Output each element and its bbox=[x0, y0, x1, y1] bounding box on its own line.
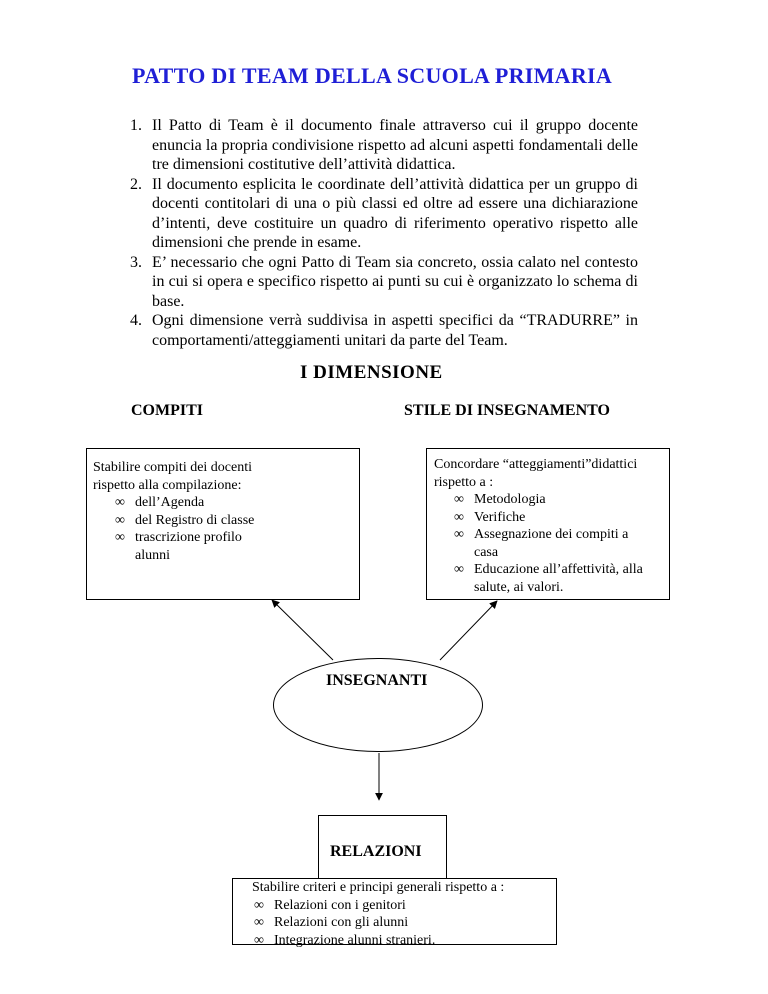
list-item-text: Ogni dimensione verrà suddivisa in aspetti specifici da “TRADURRE” in comportamenti/atteggiamenti unitari da parte del Team. bbox=[152, 312, 638, 349]
list-item: ∞ trascrizione profilo alunni bbox=[115, 530, 242, 563]
section-title: I DIMENSIONE bbox=[300, 362, 443, 383]
infinity-bullet-icon: ∞ bbox=[454, 509, 464, 525]
stile-list bbox=[454, 491, 663, 596]
list-item: ∞ Metodologia bbox=[454, 492, 546, 507]
relazioni-intro: Stabilire criteri e principi generali rispetto a : bbox=[252, 880, 505, 895]
list-item-text: Il documento esplicita le coordinate dell’attività didattica per un gruppo di docenti contitolari di una o più classi ed oltre ad essere una dichiarazione d’intenti, deve costituire un quadro di riferimento operativo rispetto alle dimensioni che prende in esame. bbox=[152, 175, 638, 251]
list-item-number: 3. bbox=[130, 253, 142, 271]
relazioni-label: RELAZIONI bbox=[330, 843, 422, 860]
infinity-bullet-icon: ∞ bbox=[115, 512, 125, 528]
list-item: ∞ Educazione all’affettività, alla salute, ai valori. bbox=[454, 562, 643, 595]
document-title: PATTO DI TEAM DELLA SCUOLA PRIMARIA bbox=[132, 63, 613, 88]
stile-intro-line2: rispetto a : bbox=[434, 474, 494, 490]
list-item-number: 2. bbox=[130, 175, 142, 193]
infinity-bullet-icon: ∞ bbox=[115, 530, 125, 545]
arrow-to-stile bbox=[440, 601, 497, 660]
stile-intro-line1: Concordare “atteggiamenti”didattici bbox=[434, 457, 638, 472]
compiti-intro-line1: Stabilire compiti dei docenti bbox=[93, 460, 253, 475]
compiti-box bbox=[86, 448, 360, 600]
infinity-bullet-icon: ∞ bbox=[454, 492, 464, 507]
list-item: ∞ del Registro di classe bbox=[115, 512, 255, 528]
infinity-bullet-icon: ∞ bbox=[454, 527, 464, 542]
infinity-bullet-icon: ∞ bbox=[254, 915, 264, 930]
infinity-bullet-icon: ∞ bbox=[115, 495, 125, 510]
compiti-intro-line2: rispetto alla compilazione: bbox=[93, 477, 242, 493]
relazioni-list bbox=[254, 897, 552, 950]
relazioni-detail-box bbox=[232, 878, 557, 948]
list-item-number: 1. bbox=[130, 117, 142, 134]
list-item-text: Il Patto di Team è il documento finale attraverso cui il gruppo docente enuncia la propria condivisione rispetto ad alcuni aspetti fondamentali delle tre dimensioni costitutive dell’attività didattica. bbox=[152, 117, 638, 173]
list-item: ∞ Integrazione alunni stranieri. bbox=[254, 932, 436, 948]
arrow-to-compiti bbox=[272, 600, 333, 660]
stile-box bbox=[426, 448, 670, 600]
list-item: ∞ Relazioni con i genitori bbox=[254, 897, 406, 913]
stile-heading: STILE DI INSEGNAMENTO bbox=[404, 402, 610, 419]
list-item: ∞ Assegnazione dei compiti a casa bbox=[454, 527, 629, 560]
compiti-heading: COMPITI bbox=[131, 402, 203, 419]
list-item: ∞ Relazioni con gli alunni bbox=[254, 915, 409, 930]
compiti-list bbox=[115, 494, 353, 564]
list-item: ∞ dell’Agenda bbox=[115, 495, 205, 510]
insegnanti-label: INSEGNANTI bbox=[326, 672, 428, 689]
list-item: ∞ Verifiche bbox=[454, 509, 526, 525]
list-item-text: E’ necessario che ogni Patto di Team sia concreto, ossia calato nel contesto in cui si opera e specifico rispetto ai punti su cui è organizzato lo schema di base. bbox=[152, 253, 638, 310]
infinity-bullet-icon: ∞ bbox=[454, 562, 464, 577]
infinity-bullet-icon: ∞ bbox=[254, 897, 264, 913]
list-item-number: 4. bbox=[130, 312, 142, 329]
infinity-bullet-icon: ∞ bbox=[254, 932, 264, 948]
